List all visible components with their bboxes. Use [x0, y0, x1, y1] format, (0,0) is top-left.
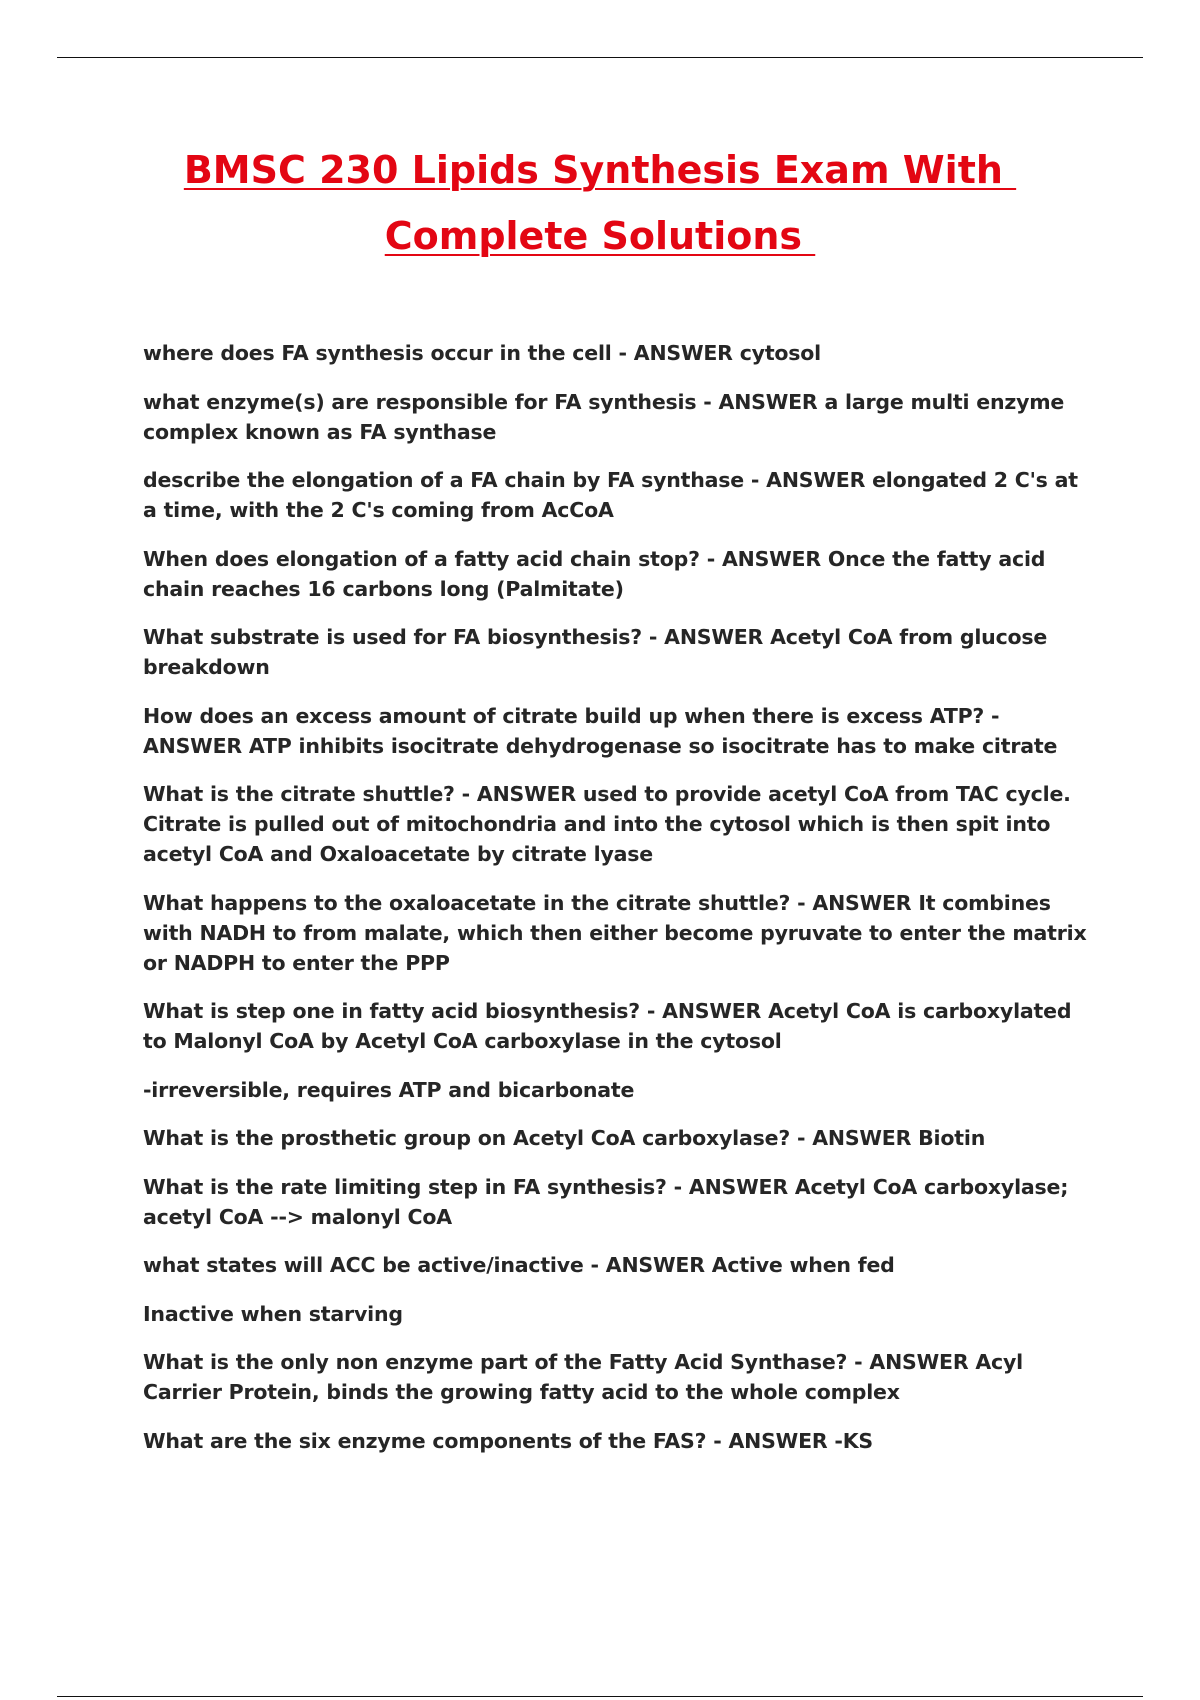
- qa-paragraph: What is the only non enzyme part of the Fatty Acid Synthase? - ANSWER Acyl Carrier Protein, binds the growing fatty acid to the whole complex: [143, 1350, 1023, 1404]
- qa-paragraph: What happens to the oxaloacetate in the citrate shuttle? - ANSWER It combines with NADH to from malate, which then either become pyruvate to enter the matrix or NADPH to enter the PPP: [143, 890, 1087, 975]
- qa-paragraph: What is the prosthetic group on Acetyl CoA carboxylase? - ANSWER Biotin: [143, 1126, 986, 1150]
- qa-paragraph: When does elongation of a fatty acid chain stop? - ANSWER Once the fatty acid chain reaches 16 carbons long (Palmitate): [143, 546, 1046, 601]
- qa-paragraph: what enzyme(s) are responsible for FA synthesis - ANSWER a large multi enzyme complex known as FA synthase: [143, 389, 1065, 444]
- title-line-2: Complete Solutions: [384, 214, 816, 258]
- document-title: [0, 150, 1200, 256]
- qa-paragraph: describe the elongation of a FA chain by FA synthase - ANSWER elongated 2 C's at a time, with the 2 C's coming from AcCoA: [143, 468, 1078, 522]
- qa-paragraph: Inactive when starving: [143, 1301, 403, 1326]
- title-line-1: BMSC 230 Lipids Synthesis Exam With: [183, 148, 1017, 192]
- qa-paragraph: what states will ACC be active/inactive - ANSWER Active when fed: [143, 1253, 895, 1277]
- qa-paragraph: How does an excess amount of citrate build up when there is excess ATP? - ANSWER ATP inhibits isocitrate dehydrogenase so isocitrate has to make citrate: [143, 703, 1058, 758]
- qa-paragraph: where does FA synthesis occur in the cell - ANSWER cytosol: [143, 341, 822, 365]
- qa-paragraph: What is step one in fatty acid biosynthesis? - ANSWER Acetyl CoA is carboxylated to Malonyl CoA by Acetyl CoA carboxylase in the cytosol: [143, 999, 1072, 1053]
- qa-list: [143, 338, 1088, 1474]
- qa-paragraph: What substrate is used for FA biosynthesis? - ANSWER Acetyl CoA from glucose breakdown: [143, 625, 1048, 679]
- qa-paragraph: What are the six enzyme components of the FAS? - ANSWER -KS: [143, 1428, 873, 1453]
- qa-paragraph: -irreversible, requires ATP and bicarbonate: [143, 1077, 635, 1102]
- qa-paragraph: What is the rate limiting step in FA synthesis? - ANSWER Acetyl CoA carboxylase; acetyl CoA --> malonyl CoA: [143, 1174, 1069, 1229]
- footer-rule: [57, 1696, 1143, 1697]
- qa-paragraph: What is the citrate shuttle? - ANSWER used to provide acetyl CoA from TAC cycle. Citrate is pulled out of mitochondria and into the cytosol which is then spit into acetyl CoA and Oxaloacetate by citrate lyase: [143, 782, 1071, 866]
- header-rule: [57, 57, 1143, 58]
